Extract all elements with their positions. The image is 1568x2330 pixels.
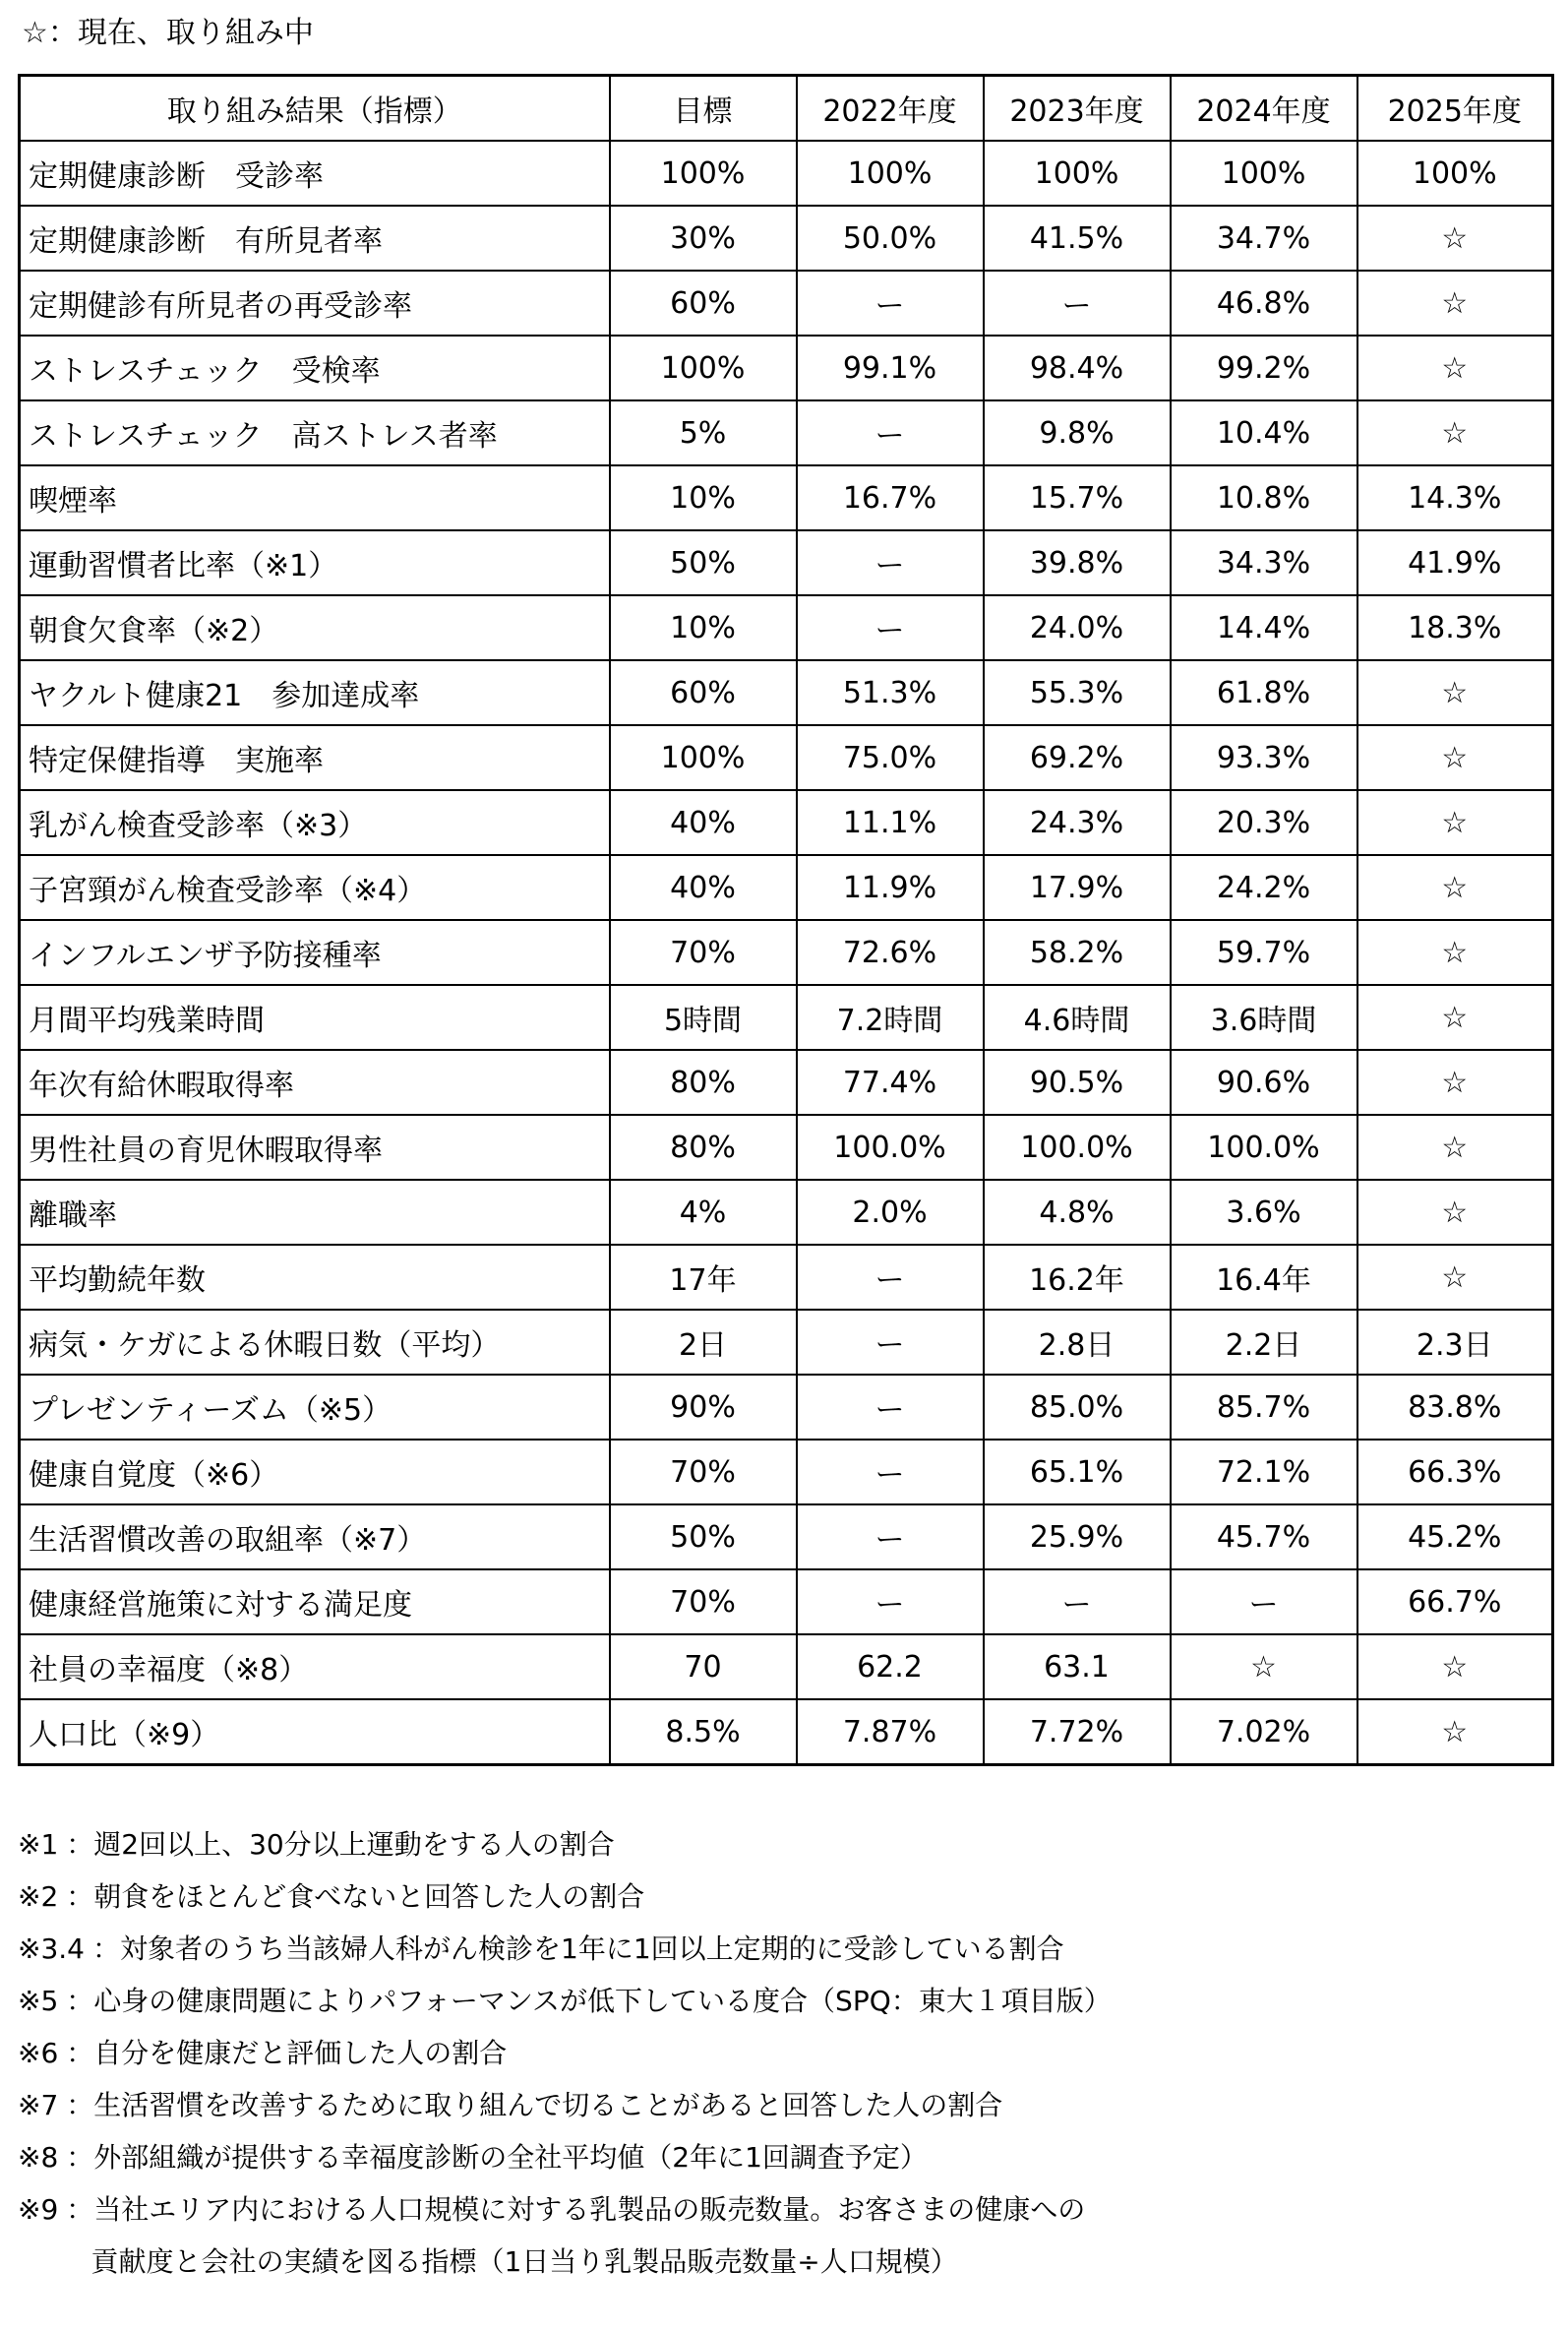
footnote-mark: ※3.4 <box>18 1932 85 1965</box>
indicator-cell: 病気・ケガによる休暇日数（平均） <box>20 1310 610 1375</box>
value-2024-cell: 61.8% <box>1171 660 1357 725</box>
value-2024-cell: 34.7% <box>1171 206 1357 271</box>
value-2024-cell: 10.4% <box>1171 400 1357 465</box>
header-2023: 2023年度 <box>984 76 1171 142</box>
footnote-line: ：対象者のうち当該婦人科がん検診を1年に1回以上定期的に受診している割合 <box>92 1932 1064 1965</box>
value-2025-cell: 83.8% <box>1357 1375 1553 1440</box>
value-2024-cell: 72.1% <box>1171 1440 1357 1504</box>
value-2022-cell: ー <box>797 1504 984 1569</box>
value-2022-cell: 72.6% <box>797 920 984 985</box>
value-2022-cell: ー <box>797 400 984 465</box>
table-header-row <box>20 76 1553 142</box>
indicator-cell: 年次有給休暇取得率 <box>20 1050 610 1115</box>
footnote-text <box>66 1818 614 1870</box>
footnote-mark: ※5 <box>18 1985 59 2017</box>
value-2023-cell: 4.8% <box>984 1180 1171 1245</box>
target-cell: 70% <box>610 1440 797 1504</box>
value-2023-cell: 24.0% <box>984 595 1171 660</box>
table-row <box>20 1180 1553 1245</box>
value-2023-cell: 55.3% <box>984 660 1171 725</box>
value-2025-cell: ☆ <box>1357 1115 1553 1180</box>
value-2025-cell: ☆ <box>1357 985 1553 1050</box>
table-row <box>20 660 1553 725</box>
table-body <box>20 141 1553 1765</box>
target-cell: 4% <box>610 1180 797 1245</box>
table-row <box>20 336 1553 400</box>
value-2024-cell: 59.7% <box>1171 920 1357 985</box>
value-2024-cell: 93.3% <box>1171 725 1357 790</box>
value-2022-cell: 62.2 <box>797 1634 984 1699</box>
indicator-cell: 乳がん検査受診率（※3） <box>20 790 610 855</box>
table-row <box>20 855 1553 920</box>
value-2023-cell: 63.1 <box>984 1634 1171 1699</box>
value-2023-cell: 39.8% <box>984 530 1171 595</box>
target-cell: 30% <box>610 206 797 271</box>
header-indicator: 取り組み結果（指標） <box>20 76 610 142</box>
value-2022-cell: 2.0% <box>797 1180 984 1245</box>
indicator-cell: ストレスチェック 受検率 <box>20 336 610 400</box>
value-2025-cell: 2.3日 <box>1357 1310 1553 1375</box>
value-2025-cell: 100% <box>1357 141 1553 206</box>
value-2025-cell: ☆ <box>1357 725 1553 790</box>
target-cell: 10% <box>610 595 797 660</box>
legend: ☆：現在、取り組み中 <box>22 16 314 50</box>
footnote-line: ：朝食をほとんど食べないと回答した人の割合 <box>66 1880 645 1913</box>
value-2025-cell: 66.7% <box>1357 1569 1553 1634</box>
target-cell: 90% <box>610 1375 797 1440</box>
table-row <box>20 1440 1553 1504</box>
footnote-mark: ※9 <box>18 2193 59 2226</box>
value-2023-cell: 41.5% <box>984 206 1171 271</box>
footnote-text <box>66 2079 1002 2131</box>
value-2023-cell: 24.3% <box>984 790 1171 855</box>
value-2023-cell: ー <box>984 271 1171 336</box>
value-2025-cell: ☆ <box>1357 1245 1553 1310</box>
indicator-cell: 定期健康診断 有所見者率 <box>20 206 610 271</box>
value-2024-cell: 90.6% <box>1171 1050 1357 1115</box>
results-table <box>18 74 1554 1766</box>
value-2023-cell: 25.9% <box>984 1504 1171 1569</box>
footnote-line: ：生活習慣を改善するために取り組んで切ることがあると回答した人の割合 <box>66 2089 1003 2121</box>
indicator-cell: 離職率 <box>20 1180 610 1245</box>
value-2025-cell: ☆ <box>1357 660 1553 725</box>
value-2025-cell: ☆ <box>1357 336 1553 400</box>
target-cell: 40% <box>610 790 797 855</box>
value-2023-cell: 69.2% <box>984 725 1171 790</box>
value-2022-cell: 77.4% <box>797 1050 984 1115</box>
value-2022-cell: 100% <box>797 141 984 206</box>
value-2024-cell: 14.4% <box>1171 595 1357 660</box>
target-cell: 8.5% <box>610 1699 797 1765</box>
table-row <box>20 1310 1553 1375</box>
value-2023-cell: 7.72% <box>984 1699 1171 1765</box>
footnote-text <box>66 2183 1085 2288</box>
footnote-text <box>66 1975 1111 2027</box>
footnote-text <box>66 2131 928 2183</box>
value-2022-cell: ー <box>797 1310 984 1375</box>
indicator-cell: ヤクルト健康21 参加達成率 <box>20 660 610 725</box>
indicator-cell: インフルエンザ予防接種率 <box>20 920 610 985</box>
value-2024-cell: 100.0% <box>1171 1115 1357 1180</box>
value-2023-cell: 16.2年 <box>984 1245 1171 1310</box>
table-row <box>20 1375 1553 1440</box>
footnote-line: ：週2回以上、30分以上運動をする人の割合 <box>66 1828 615 1861</box>
value-2023-cell: 2.8日 <box>984 1310 1171 1375</box>
footnote-line: ：当社エリア内における人口規模に対する乳製品の販売数量。お客さまの健康への <box>66 2193 1086 2226</box>
indicator-cell: 月間平均残業時間 <box>20 985 610 1050</box>
footnote-line: ：外部組織が提供する幸福度診断の全社平均値（2年に1回調査予定） <box>66 2141 928 2174</box>
footnote <box>18 2131 1552 2183</box>
table-row <box>20 595 1553 660</box>
indicator-cell: ストレスチェック 高ストレス者率 <box>20 400 610 465</box>
indicator-cell: 健康自覚度（※6） <box>20 1440 610 1504</box>
target-cell: 100% <box>610 141 797 206</box>
value-2022-cell: 99.1% <box>797 336 984 400</box>
indicator-cell: 朝食欠食率（※2） <box>20 595 610 660</box>
table-row <box>20 1115 1553 1180</box>
table-row <box>20 1699 1553 1765</box>
target-cell: 100% <box>610 336 797 400</box>
value-2023-cell: 17.9% <box>984 855 1171 920</box>
table-row <box>20 1634 1553 1699</box>
value-2025-cell: ☆ <box>1357 206 1553 271</box>
value-2025-cell: 66.3% <box>1357 1440 1553 1504</box>
value-2025-cell: ☆ <box>1357 1180 1553 1245</box>
table-row <box>20 400 1553 465</box>
value-2024-cell: ☆ <box>1171 1634 1357 1699</box>
value-2025-cell: ☆ <box>1357 1699 1553 1765</box>
indicator-cell: 子宮頸がん検査受診率（※4） <box>20 855 610 920</box>
indicator-cell: 社員の幸福度（※8） <box>20 1634 610 1699</box>
target-cell: 5% <box>610 400 797 465</box>
target-cell: 10% <box>610 465 797 530</box>
footnote-mark: ※1 <box>18 1828 59 1861</box>
value-2022-cell: ー <box>797 1245 984 1310</box>
value-2024-cell: 85.7% <box>1171 1375 1357 1440</box>
value-2023-cell: 85.0% <box>984 1375 1171 1440</box>
indicator-cell: 男性社員の育児休暇取得率 <box>20 1115 610 1180</box>
value-2023-cell: ー <box>984 1569 1171 1634</box>
value-2025-cell: ☆ <box>1357 400 1553 465</box>
value-2024-cell: 100% <box>1171 141 1357 206</box>
value-2024-cell: 16.4年 <box>1171 1245 1357 1310</box>
value-2023-cell: 98.4% <box>984 336 1171 400</box>
indicator-cell: 人口比（※9） <box>20 1699 610 1765</box>
value-2024-cell: 45.7% <box>1171 1504 1357 1569</box>
target-cell: 40% <box>610 855 797 920</box>
footnote-text <box>92 1923 1064 1975</box>
header-2024: 2024年度 <box>1171 76 1357 142</box>
indicator-cell: 定期健診有所見者の再受診率 <box>20 271 610 336</box>
value-2025-cell: 18.3% <box>1357 595 1553 660</box>
value-2023-cell: 65.1% <box>984 1440 1171 1504</box>
footnote-mark: ※6 <box>18 2037 59 2069</box>
indicator-cell: 運動習慣者比率（※1） <box>20 530 610 595</box>
value-2022-cell: 50.0% <box>797 206 984 271</box>
value-2022-cell: ー <box>797 530 984 595</box>
footnote <box>18 2079 1552 2131</box>
table-row <box>20 985 1553 1050</box>
target-cell: 80% <box>610 1115 797 1180</box>
indicator-cell: 特定保健指導 実施率 <box>20 725 610 790</box>
table-row <box>20 530 1553 595</box>
footnote-line: ：心身の健康問題によりパフォーマンスが低下している度合（SPQ：東大１項目版） <box>66 1985 1112 2017</box>
value-2025-cell: 41.9% <box>1357 530 1553 595</box>
table-row <box>20 1245 1553 1310</box>
footnote-line: ：自分を健康だと評価した人の割合 <box>66 2037 508 2069</box>
table-row <box>20 1050 1553 1115</box>
table-row <box>20 790 1553 855</box>
value-2025-cell: ☆ <box>1357 271 1553 336</box>
value-2024-cell: 3.6時間 <box>1171 985 1357 1050</box>
value-2025-cell: 14.3% <box>1357 465 1553 530</box>
footnote-mark: ※2 <box>18 1880 59 1913</box>
value-2024-cell: 7.02% <box>1171 1699 1357 1765</box>
value-2023-cell: 100.0% <box>984 1115 1171 1180</box>
target-cell: 50% <box>610 530 797 595</box>
target-cell: 80% <box>610 1050 797 1115</box>
footnotes <box>18 1818 1552 2288</box>
table-row <box>20 141 1553 206</box>
indicator-cell: 健康経営施策に対する満足度 <box>20 1569 610 1634</box>
footnote <box>18 1818 1552 1870</box>
target-cell: 60% <box>610 271 797 336</box>
table-row <box>20 206 1553 271</box>
value-2025-cell: ☆ <box>1357 1050 1553 1115</box>
value-2022-cell: 7.87% <box>797 1699 984 1765</box>
footnote-text <box>66 1870 644 1923</box>
indicator-cell: 平均勤続年数 <box>20 1245 610 1310</box>
value-2024-cell: 10.8% <box>1171 465 1357 530</box>
value-2024-cell: 46.8% <box>1171 271 1357 336</box>
value-2023-cell: 15.7% <box>984 465 1171 530</box>
header-2025: 2025年度 <box>1357 76 1553 142</box>
value-2025-cell: ☆ <box>1357 920 1553 985</box>
target-cell: 100% <box>610 725 797 790</box>
value-2022-cell: ー <box>797 1440 984 1504</box>
value-2024-cell: 24.2% <box>1171 855 1357 920</box>
value-2022-cell: 7.2時間 <box>797 985 984 1050</box>
value-2024-cell: 3.6% <box>1171 1180 1357 1245</box>
value-2024-cell: 99.2% <box>1171 336 1357 400</box>
footnote-mark: ※7 <box>18 2089 59 2121</box>
value-2023-cell: 100% <box>984 141 1171 206</box>
target-cell: 17年 <box>610 1245 797 1310</box>
value-2025-cell: 45.2% <box>1357 1504 1553 1569</box>
target-cell: 70 <box>610 1634 797 1699</box>
value-2022-cell: 51.3% <box>797 660 984 725</box>
value-2022-cell: ー <box>797 1569 984 1634</box>
value-2022-cell: ー <box>797 271 984 336</box>
footnote <box>18 1923 1552 1975</box>
table-row <box>20 1569 1553 1634</box>
value-2022-cell: 11.1% <box>797 790 984 855</box>
indicator-cell: 生活習慣改善の取組率（※7） <box>20 1504 610 1569</box>
indicator-cell: プレゼンティーズム（※5） <box>20 1375 610 1440</box>
footnote <box>18 1870 1552 1923</box>
target-cell: 70% <box>610 1569 797 1634</box>
footnote-line: 貢献度と会社の実績を図る指標（1日当り乳製品販売数量÷人口規模） <box>90 2245 958 2278</box>
target-cell: 5時間 <box>610 985 797 1050</box>
value-2023-cell: 90.5% <box>984 1050 1171 1115</box>
target-cell: 50% <box>610 1504 797 1569</box>
target-cell: 2日 <box>610 1310 797 1375</box>
value-2022-cell: ー <box>797 1375 984 1440</box>
value-2025-cell: ☆ <box>1357 790 1553 855</box>
value-2022-cell: 75.0% <box>797 725 984 790</box>
indicator-cell: 喫煙率 <box>20 465 610 530</box>
indicator-cell: 定期健康診断 受診率 <box>20 141 610 206</box>
table-row <box>20 920 1553 985</box>
footnote-mark: ※8 <box>18 2141 59 2174</box>
value-2025-cell: ☆ <box>1357 1634 1553 1699</box>
value-2024-cell: 20.3% <box>1171 790 1357 855</box>
header-2022: 2022年度 <box>797 76 984 142</box>
value-2023-cell: 9.8% <box>984 400 1171 465</box>
value-2022-cell: 16.7% <box>797 465 984 530</box>
table-row <box>20 725 1553 790</box>
footnote <box>18 2183 1552 2288</box>
value-2024-cell: ー <box>1171 1569 1357 1634</box>
header-target: 目標 <box>610 76 797 142</box>
target-cell: 60% <box>610 660 797 725</box>
footnote <box>18 1975 1552 2027</box>
value-2023-cell: 58.2% <box>984 920 1171 985</box>
value-2025-cell: ☆ <box>1357 855 1553 920</box>
table-row <box>20 465 1553 530</box>
value-2024-cell: 34.3% <box>1171 530 1357 595</box>
table-row <box>20 1504 1553 1569</box>
value-2022-cell: 11.9% <box>797 855 984 920</box>
value-2022-cell: 100.0% <box>797 1115 984 1180</box>
footnote-text <box>66 2027 507 2079</box>
target-cell: 70% <box>610 920 797 985</box>
value-2024-cell: 2.2日 <box>1171 1310 1357 1375</box>
value-2023-cell: 4.6時間 <box>984 985 1171 1050</box>
value-2022-cell: ー <box>797 595 984 660</box>
footnote <box>18 2027 1552 2079</box>
table-row <box>20 271 1553 336</box>
